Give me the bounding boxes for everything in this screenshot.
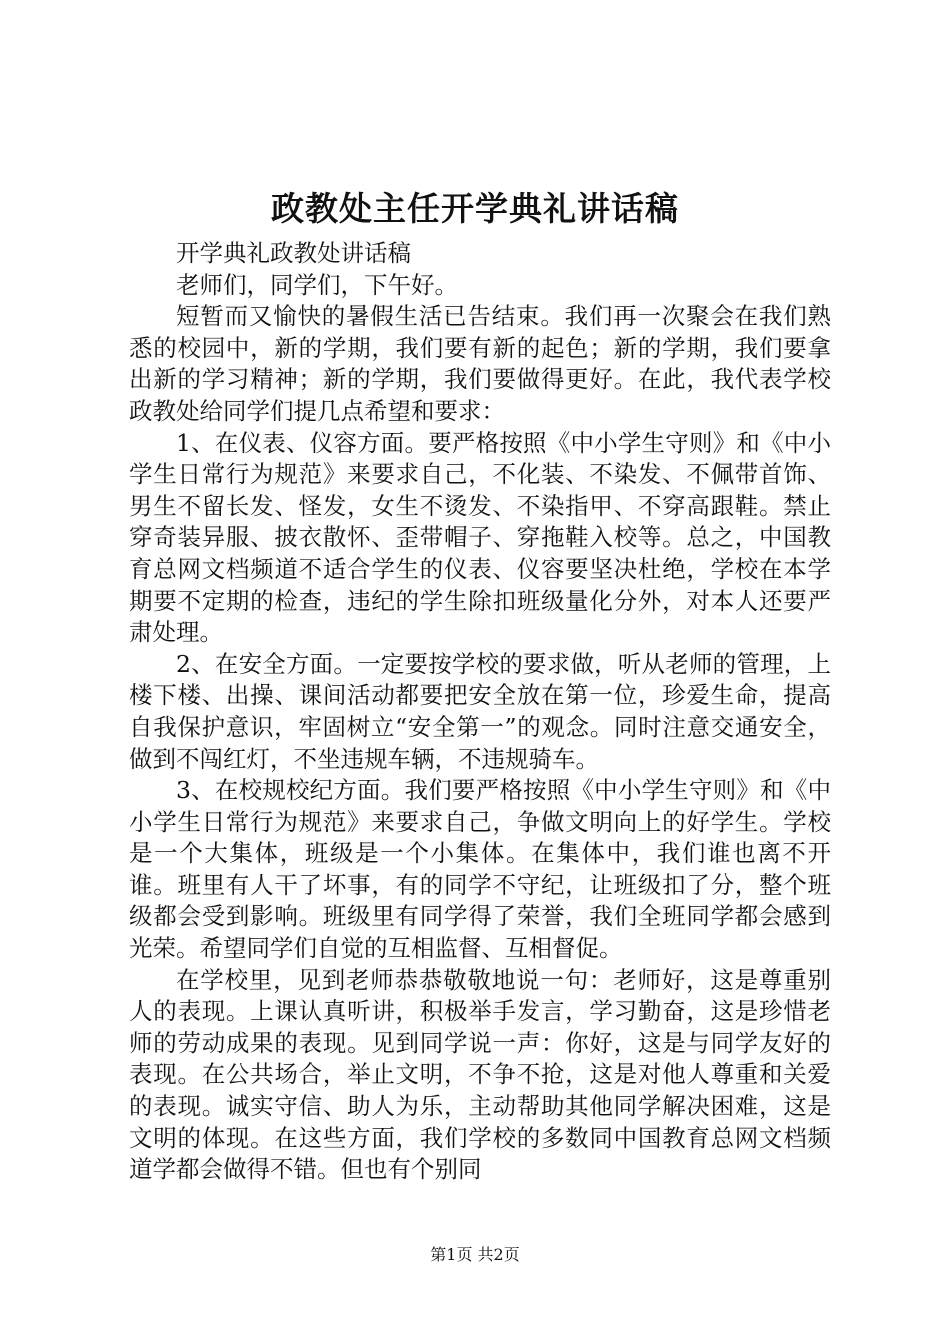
paragraph-intro: 短暂而又愉快的暑假生活已告结束。我们再一次聚会在我们熟悉的校园中，新的学期，我们要有新的起色；新的学期，我们要拿出新的学习精神；新的学期，我们要做得更好。在此，我代表学校政教处给同学们提几点希望和要求： — [129, 302, 831, 425]
paragraph-point-1: 1、在仪表、仪容方面。要严格按照《中小学生守则》和《中小学生日常行为规范》来要求自己，不化装、不染发、不佩带首饰、男生不留长发、怪发，女生不烫发、不染指甲、不穿高跟鞋。禁止穿奇装异服、披衣散怀、歪带帽子、穿拖鞋入校等。总之，中国教育总网文档频道不适合学生的仪表、仪容要坚决杜绝，学校在本学期要不定期的检查，违纪的学生除扣班级量化分外，对本人还要严肃处理。 — [129, 428, 831, 647]
paragraph-point-3: 3、在校规校纪方面。我们要严格按照《中小学生守则》和《中小学生日常行为规范》来要求自己，争做文明向上的好学生。学校是一个大集体，班级是一个小集体。在集体中，我们谁也离不开谁。班里有人干了坏事，有的同学不守纪，让班级扣了分，整个班级都会受到影响。班级里有同学得了荣誉，我们全班同学都会感到光荣。希望同学们自觉的互相监督、互相督促。 — [129, 776, 831, 963]
paragraph-conduct: 在学校里，见到老师恭恭敬敬地说一句：老师好，这是尊重别人的表现。上课认真听讲，积极举手发言，学习勤奋，这是珍惜老师的劳动成果的表现。见到同学说一声：你好，这是与同学友好的表现。在公共场合，举止文明，不争不抢，这是对他人尊重和关爱的表现。诚实守信、助人为乐，主动帮助其他同学解决困难，这是文明的体现。在这些方面，我们学校的多数同中国教育总网文档频道学都会做得不错。但也有个别同 — [129, 965, 831, 1184]
paragraph-point-2: 2、在安全方面。一定要按学校的要求做，听从老师的管理，上楼下楼、出操、课间活动都要把安全放在第一位，珍爱生命，提高自我保护意识，牢固树立“安全第一”的观念。同时注意交通安全，做到不闯红灯，不坐违规车辆，不违规骑车。 — [129, 649, 831, 773]
page-title: 政教处主任开学典礼讲话稿 — [271, 189, 679, 228]
paragraph-subtitle: 开学典礼政教处讲话稿 — [176, 239, 411, 267]
paragraph-greeting: 老师们，同学们，下午好。 — [176, 270, 458, 299]
page-number-footer: 第1页 共2页 — [430, 1245, 520, 1264]
document-body — [129, 238, 831, 1186]
